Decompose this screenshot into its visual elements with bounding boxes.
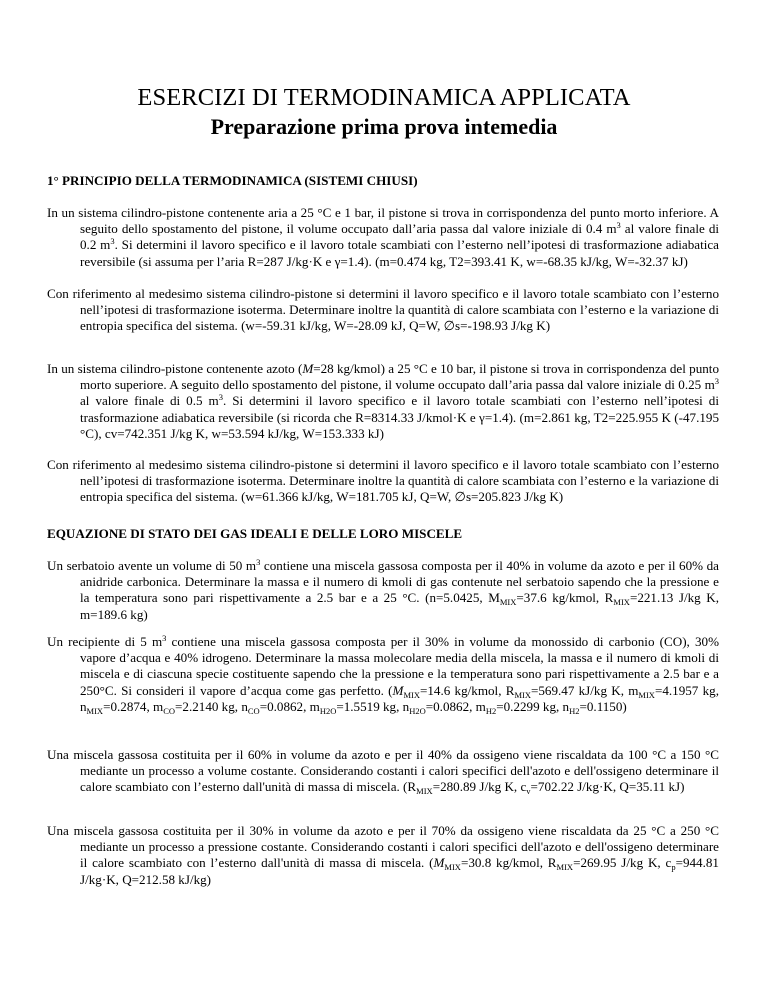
section-title-first-principle: 1° PRINCIPIO DELLA TERMODINAMICA (SISTEMI CHIUSI) — [47, 173, 418, 188]
document-title: ESERCIZI DI TERMODINAMICA APPLICATA — [137, 84, 631, 111]
exercise-paragraph: Con riferimento al medesimo sistema cilindro-pistone si determini il lavoro specifico e il lavoro totale scambiato con l’esterno nell’ipotesi di trasformazione isoterma. Determinare inoltre la quantità di calore scambiata con l’esterno e la variazione di entropia specifica del sistema. (w=61.366 kJ/kg, W=181.705 kJ, Q=W, ∅s=205.823 J/kg K) — [47, 457, 719, 505]
exercise-paragraph: Con riferimento al medesimo sistema cilindro-pistone si determini il lavoro specifico e il lavoro totale scambiato con l’esterno nell’ipotesi di trasformazione isoterma. Determinare inoltre la quantità di calore scambiata con l’esterno e la variazione di entropia specifica del sistema. (w=-59.31 kJ/kg, W=-28.09 kJ, Q=W, ∅s=-198.93 J/kg K) — [47, 286, 719, 334]
exercise-paragraph: Un serbatoio avente un volume di 50 $m^3$ contiene una miscela gassosa composta per il 40% in volume da azoto e per il 60% da anidride carbonica. Determinare la massa e il numero di kmoli di gas contenute nel serbatoio sapendo che la pressione e la temperatura sono pari rispettivamente a 2.5 bar e a 25 °C. (n=5.0425, $M_{MIX}=37.6$ kg/kmol, $R_{MIX}=221.13$ J/kg K, m=189.6 kg) — [47, 557, 719, 622]
exercise-paragraph: In un sistema cilindro-pistone contenente aria a 25 °C e 1 bar, il pistone si trova in corrispondenza del punto morto inferiore. A seguito dello spostamento del pistone, il volume occupato dall’aria passa dal valore iniziale di 0.4 $m^3$ al valore finale di 0.2 $m^3$. Si determini il lavoro specifico e il lavoro totale scambiati con l’esterno nell’ipotesi di trasformazione adiabatica reversibile (si assuma per l’aria R=287 J/kg·K e γ=1.4). (m=0.474 kg, T2=393.41 K, w=-68.35 kJ/kg, W=-32.37 kJ) — [47, 205, 720, 269]
exercise-paragraph: Un recipiente di 5 $m^3$ contiene una miscela gassosa composta per il 30% in volume da monossido di carbonio (CO), 30% vapore d’acqua e 40% idrogeno. Determinare la massa molecolare media della miscela, la massa e il numero di kmoli di miscela e di ciascuna specie costituente sapendo che la pressione e la temperatura sono pari rispettivamente a 2.5 bar e a 250°C. Si consideri il vapore d’acqua come gas perfetto. ($M_{MIX}=14.6$ kg/kmol, $R_{MIX}=569.47$ kJ/kg K, $m_{MIX}=4.1957$ kg, $n_{MIX}=0.2874$, $m_{CO}=2.2140$ kg, $n_{CO}=0.0862$, $m_{H2O}=1.5519$ kg, $n_{H2O}=0.0862$, $m_{H2}=0.2299$ kg, $n_{H2}=0.1150$) — [47, 633, 719, 716]
exercise-paragraph: Una miscela gassosa costituita per il 30% in volume da azoto e per il 70% da ossigeno viene riscaldata da 25 °C a 250 °C mediante un processo a pressione costante. Considerando costanti i calori specifici dell'azoto e dell'ossigeno determinare il calore scambiato con l’esterno dall'unità di massa di miscela. ($M_{MIX}=30.8$ kg/kmol, $R_{MIX}=269.95$ J/kg K, $c_p=944.81$ J/kg·K, Q=212.58 kJ/kg) — [47, 823, 719, 887]
exercise-paragraph: Una miscela gassosa costituita per il 60% in volume da azoto e per il 40% da ossigeno viene riscaldata da 100 °C a 150 °C mediante un processo a volume costante. Considerando costanti i calori specifici dell'azoto e dell'ossigeno determinare il calore scambiato con l’esterno dall'unità di massa di miscela. ($R_{MIX}=280.89$ J/kg K, $c_v=702.22$ J/kg·K, Q=35.11 kJ) — [47, 747, 719, 797]
document-subtitle: Preparazione prima prova intemedia — [210, 114, 558, 139]
section-title-ideal-gas: EQUAZIONE DI STATO DEI GAS IDEALI E DELLE LORO MISCELE — [47, 526, 463, 541]
exercise-paragraph: In un sistema cilindro-pistone contenente azoto (M=28 kg/kmol) a 25 °C e 10 bar, il pistone si trova in corrispondenza del punto morto superiore. A seguito dello spostamento del pistone, il volume occupato dall’aria passa dal valore iniziale di 0.25 $m^3$ al valore finale di 0.5 $m^3$. Si determini il lavoro specifico e il lavoro totale scambiati con l’esterno nell’ipotesi di trasformazione adiabatica reversibile (si ricorda che R=8314.33 J/kmol·K e γ=1.4). (m=2.861 kg, T2=225.955 K (-47.195 °C), cv=742.351 J/kg K, w=53.594 kJ/kg, W=153.333 kJ) — [47, 361, 719, 441]
